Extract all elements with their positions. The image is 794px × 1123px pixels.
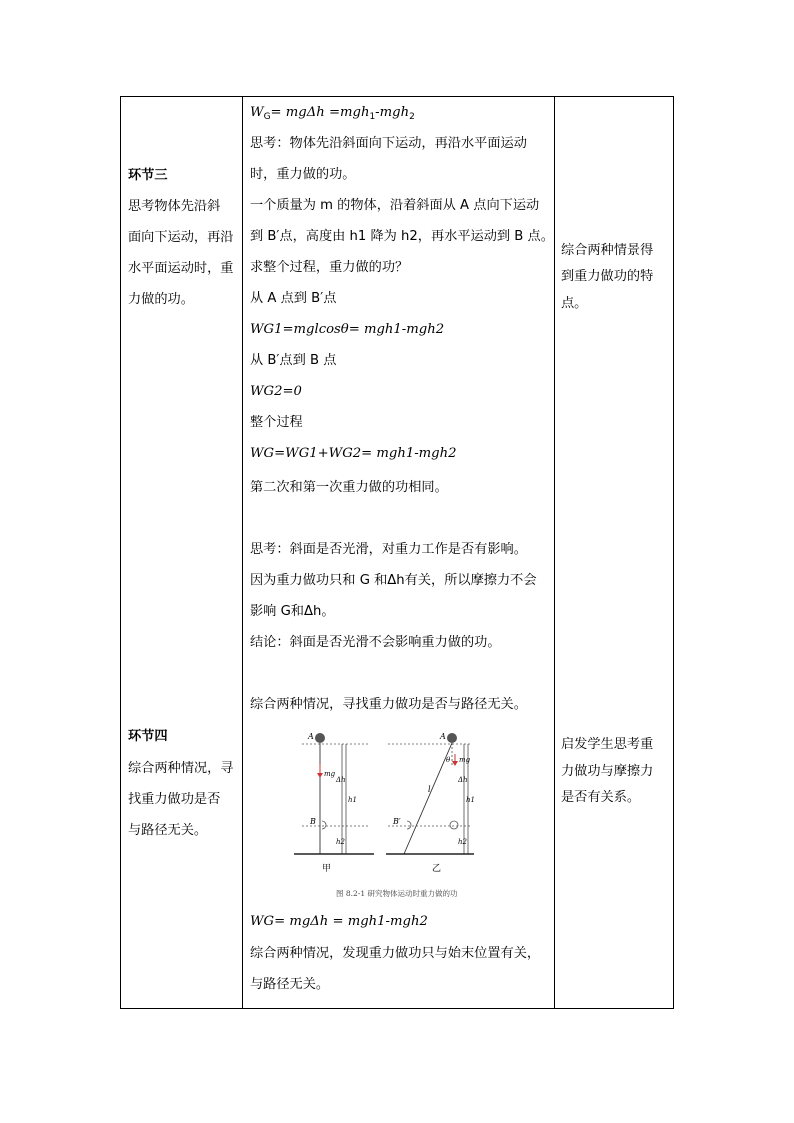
section3-desc-line: 力做的功。: [128, 292, 194, 307]
column-divider: [242, 97, 243, 1008]
label-dh: Δh: [458, 776, 468, 784]
gravity-work-figure: [280, 726, 476, 902]
section4-title: 环节四: [128, 729, 168, 744]
think-text: 时，重力做的功。: [250, 167, 356, 182]
combine-text: 综合两种情况，寻找重力做功是否与路径无关。: [250, 697, 527, 712]
label-h1: h1: [466, 796, 475, 804]
think-text: 影响 G和Δh。: [250, 604, 335, 619]
label-dh: Δh: [336, 776, 346, 784]
column-divider: [554, 97, 555, 1008]
final-text: 与路径无关。: [250, 977, 330, 992]
equation-g2: WG2=0: [250, 384, 302, 399]
section3-desc-line: 面向下运动，再沿: [128, 230, 234, 245]
same-result-text: 第二次和第一次重力做的功相同。: [250, 480, 448, 495]
ball: [447, 733, 457, 743]
label-a: A: [440, 732, 446, 741]
label-a: A: [308, 732, 314, 741]
label-yi: 乙: [432, 864, 442, 874]
section4-desc-line: 与路径无关。: [128, 823, 208, 838]
label-mg: mg: [324, 770, 336, 778]
equation-sum: WG=WG1+WG2= mgh1-mgh2: [250, 446, 457, 461]
section4-desc-line: 综合两种情况，寻: [128, 761, 234, 776]
label-b: B: [310, 817, 316, 826]
mg-arrowhead: [452, 761, 458, 766]
section3-title: 环节三: [128, 168, 168, 183]
label-mg: mg: [459, 756, 471, 764]
section3-desc-line: 水平面运动时，重: [128, 261, 234, 276]
section3-goal-line: 综合两种情景得: [561, 243, 654, 258]
section4-goal-line: 是否有关系。: [561, 790, 641, 805]
equation-g1: WG1=mglcosθ= mgh1-mgh2: [250, 322, 445, 337]
section4-goal-line: 力做功与摩擦力: [561, 764, 654, 779]
step-label: 从 A 点到 B′点: [250, 291, 337, 306]
ball-outline: [322, 821, 326, 829]
label-h2: h2: [458, 838, 467, 846]
section4-desc-line: 找重力做功是否: [128, 792, 221, 807]
label-jia: 甲: [322, 864, 332, 874]
think-text: 思考：斜面是否光滑，对重力工作是否有影响。: [250, 542, 527, 557]
think-text: 因为重力做功只和 G 和Δh有关，所以摩擦力不会: [250, 573, 537, 588]
section3-goal-line: 点。: [561, 296, 588, 311]
step-label: 整个过程: [250, 415, 303, 430]
equation-bottom: WG= mgΔh = mgh1-mgh2: [250, 914, 428, 929]
problem-text: 一个质量为 m 的物体，沿着斜面从 A 点向下运动: [250, 198, 540, 213]
label-l: l: [428, 785, 431, 794]
problem-text: 到 B′点，高度由 h1 降为 h2，再水平运动到 B 点。: [250, 229, 554, 244]
final-text: 综合两种情况，发现重力做功只与始末位置有关，: [250, 946, 541, 961]
section4-goal-line: 启发学生思考重: [561, 737, 654, 752]
conclusion-text: 结论：斜面是否光滑不会影响重力做的功。: [250, 635, 501, 650]
label-theta: θ: [446, 756, 451, 764]
ball-outline: [407, 821, 411, 829]
step-label: 从 B′点到 B 点: [250, 353, 337, 368]
section3-goal-line: 到重力做功的特: [561, 269, 654, 284]
label-b-prime: B′: [393, 817, 401, 826]
incline: [404, 743, 452, 854]
problem-text: 求整个过程，重力做的功？: [250, 260, 409, 275]
equation-top: $W_G= mg\Delta h =mgh_1-mgh_2$: [250, 105, 415, 122]
mg-arrowhead: [317, 773, 323, 778]
figure-caption: 图 8.2-1 研究物体运动时重力做的功: [336, 889, 458, 898]
think-text: 思考：物体先沿斜面向下运动，再沿水平面运动: [250, 136, 527, 151]
ball: [315, 733, 325, 743]
label-h1: h1: [348, 796, 357, 804]
label-h2: h2: [336, 838, 345, 846]
ball-outline: [450, 821, 458, 829]
section3-desc-line: 思考物体先沿斜: [128, 199, 221, 214]
